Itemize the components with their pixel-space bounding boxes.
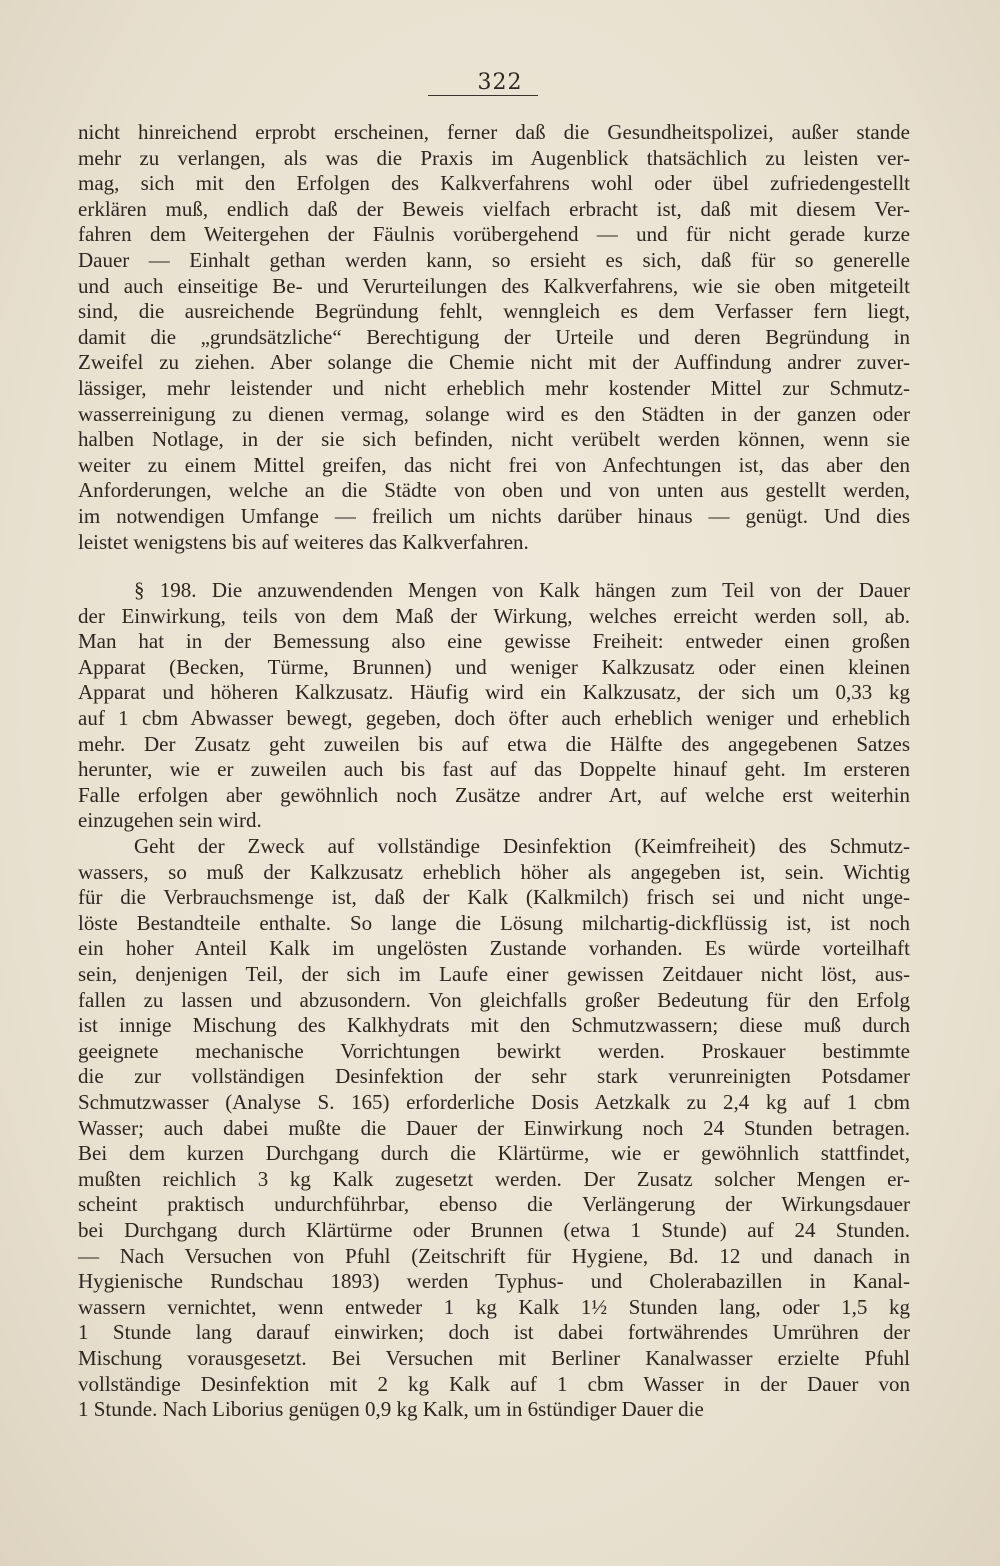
- text-line: vollständige Desinfektion mit 2 kg Kalk auf 1 cbm Wasser in der Dauer von: [78, 1371, 910, 1396]
- text-line: Man hat in der Bemessung also eine gewisse Freiheit: entweder einen großen: [78, 629, 910, 654]
- text-line: wasserreinigung zu dienen vermag, solange wird es den Städten in der ganzen oder: [78, 401, 910, 426]
- text-line: Zweifel zu ziehen. Aber solange die Chemie nicht mit der Auffindung andrer zuver-: [78, 350, 910, 375]
- text-line: scheint praktisch undurchführbar, ebenso die Verlängerung der Wirkungsdauer: [78, 1192, 910, 1217]
- text-line: im notwendigen Umfange — freilich um nichts darüber hinaus — genügt. Und dies: [78, 503, 910, 528]
- text-line: wassers, so muß der Kalkzusatz erheblich höher als angegeben ist, sein. Wichtig: [78, 859, 910, 884]
- body-text: [78, 120, 910, 1423]
- paragraph-gap: [78, 555, 910, 578]
- text-line: mußten reichlich 3 kg Kalk zugesetzt werden. Der Zusatz solcher Mengen er-: [78, 1166, 910, 1191]
- text-line: Falle erfolgen aber gewöhnlich noch Zusätze andrer Art, auf welche erst weiterhin: [78, 782, 910, 807]
- paragraph: [78, 834, 910, 1423]
- text-line: Dauer — Einhalt gethan werden kann, so ersieht es sich, daß für so generelle: [78, 247, 910, 272]
- text-line: mehr zu verlangen, als was die Praxis im Augenblick thatsächlich zu leisten ver-: [78, 145, 910, 170]
- text-line: löste Bestandteile enthalte. So lange die Lösung milchartig-dickflüssig ist, ist noch: [78, 910, 910, 935]
- text-line: für die Verbrauchsmenge ist, daß der Kalk (Kalkmilch) frisch sei und nicht unge-: [78, 885, 910, 910]
- text-line: die zur vollständigen Desinfektion der sehr stark verunreinigten Potsdamer: [78, 1064, 910, 1089]
- text-line: wassern vernichtet, wenn entweder 1 kg Kalk 1½ Stunden lang, oder 1,5 kg: [78, 1294, 910, 1319]
- paragraph: [78, 578, 910, 834]
- text-line: fallen zu lassen und abzusondern. Von gleichfalls großer Bedeutung für den Erfolg: [78, 987, 910, 1012]
- text-line: Schmutzwasser (Analyse S. 165) erforderliche Dosis Aetzkalk zu 2,4 kg auf 1 cbm: [78, 1089, 910, 1114]
- text-line: geeignete mechanische Vorrichtungen bewirkt werden. Proskauer bestimmte: [78, 1038, 910, 1063]
- text-line: Anforderungen, welche an die Städte von oben und von unten aus gestellt werden,: [78, 478, 910, 503]
- text-line: 1 Stunde. Nach Liborius genügen 0,9 kg Kalk, um in 6stündiger Dauer die: [78, 1397, 704, 1422]
- text-line: einzugehen sein wird.: [78, 808, 262, 833]
- text-line: sein, denjenigen Teil, der sich im Laufe einer gewissen Zeitdauer nicht löst, aus-: [78, 962, 910, 986]
- text-line: Geht der Zweck auf vollständige Desinfektion (Keimfreiheit) des Schmutz-: [134, 834, 910, 859]
- text-line: Apparat (Becken, Türme, Brunnen) und weniger Kalkzusatz oder einen kleinen: [78, 654, 910, 679]
- page-number: 322: [477, 70, 523, 95]
- text-line: 1 Stunde lang darauf einwirken; doch ist dabei fortwährendes Umrühren der: [78, 1320, 910, 1345]
- text-line: Mischung vorausgesetzt. Bei Versuchen mit Berliner Kanalwasser erzielte Pfuhl: [78, 1345, 910, 1370]
- text-line: der Einwirkung, teils von dem Maß der Wirkung, welches erreicht werden soll, ab.: [78, 603, 910, 628]
- text-line: Bei dem kurzen Durchgang durch die Klärtürme, wie er gewöhnlich stattfindet,: [78, 1141, 910, 1166]
- header-rule: [428, 95, 538, 96]
- text-line: Wasser; auch dabei mußte die Dauer der Einwirkung noch 24 Stunden betragen.: [78, 1115, 910, 1140]
- text-line: Hygienische Rundschau 1893) werden Typhus- und Cholerabazillen in Kanal-: [78, 1269, 910, 1294]
- text-line: fahren dem Weitergehen der Fäulnis vorübergehend — und für nicht gerade kurze: [78, 222, 910, 247]
- text-line: damit die „grundsätzliche“ Berechtigung der Urteile und deren Begründung in: [78, 324, 910, 349]
- text-line: weiter zu einem Mittel greifen, das nicht frei von Anfechtungen ist, das aber den: [78, 452, 910, 477]
- text-line: ist innige Mischung des Kalkhydrats mit den Schmutzwassern; diese muß durch: [78, 1013, 910, 1038]
- text-line: auf 1 cbm Abwasser bewegt, gegeben, doch öfter auch erheblich weniger und erheblich: [78, 706, 910, 731]
- text-line: ein hoher Anteil Kalk im ungelösten Zustande vorhanden. Es würde vorteilhaft: [78, 936, 910, 961]
- text-line: mehr. Der Zusatz geht zuweilen bis auf etwa die Hälfte des angegebenen Satzes: [78, 731, 910, 756]
- text-line: erklären muß, endlich daß der Beweis vielfach erbracht ist, daß mit diesem Ver-: [78, 196, 910, 221]
- text-line: halben Notlage, in der sie sich befinden, nicht verübelt werden können, wenn sie: [78, 427, 910, 452]
- text-line: — Nach Versuchen von Pfuhl (Zeitschrift für Hygiene, Bd. 12 und danach in: [78, 1243, 910, 1268]
- text-line: mag, sich mit den Erfolgen des Kalkverfahrens wohl oder übel zufriedengestellt: [78, 171, 910, 196]
- text-line: leistet wenigstens bis auf weiteres das Kalkverfahren.: [78, 529, 529, 554]
- text-line: und auch einseitige Be- und Verurteilungen des Kalkverfahrens, wie sie oben mitgeteilt: [78, 273, 910, 298]
- text-line: Apparat und höheren Kalkzusatz. Häufig wird ein Kalkzusatz, der sich um 0,33 kg: [78, 680, 910, 705]
- text-line: sind, die ausreichende Begründung fehlt, wenngleich es dem Verfasser fern liegt,: [78, 299, 910, 324]
- text-line: herunter, wie er zuweilen auch bis fast auf das Doppelte hinauf geht. Im ersteren: [78, 757, 910, 782]
- text-line: nicht hinreichend erprobt erscheinen, ferner daß die Gesundheitspolizei, außer stande: [78, 120, 910, 144]
- text-line: lässiger, mehr leistender und nicht erheblich mehr kostender Mittel zur Schmutz-: [78, 375, 910, 400]
- text-line: § 198. Die anzuwendenden Mengen von Kalk hängen zum Teil von der Dauer: [134, 578, 910, 603]
- paragraph: [78, 120, 910, 555]
- text-line: bei Durchgang durch Klärtürme oder Brunnen (etwa 1 Stunde) auf 24 Stunden.: [78, 1217, 910, 1242]
